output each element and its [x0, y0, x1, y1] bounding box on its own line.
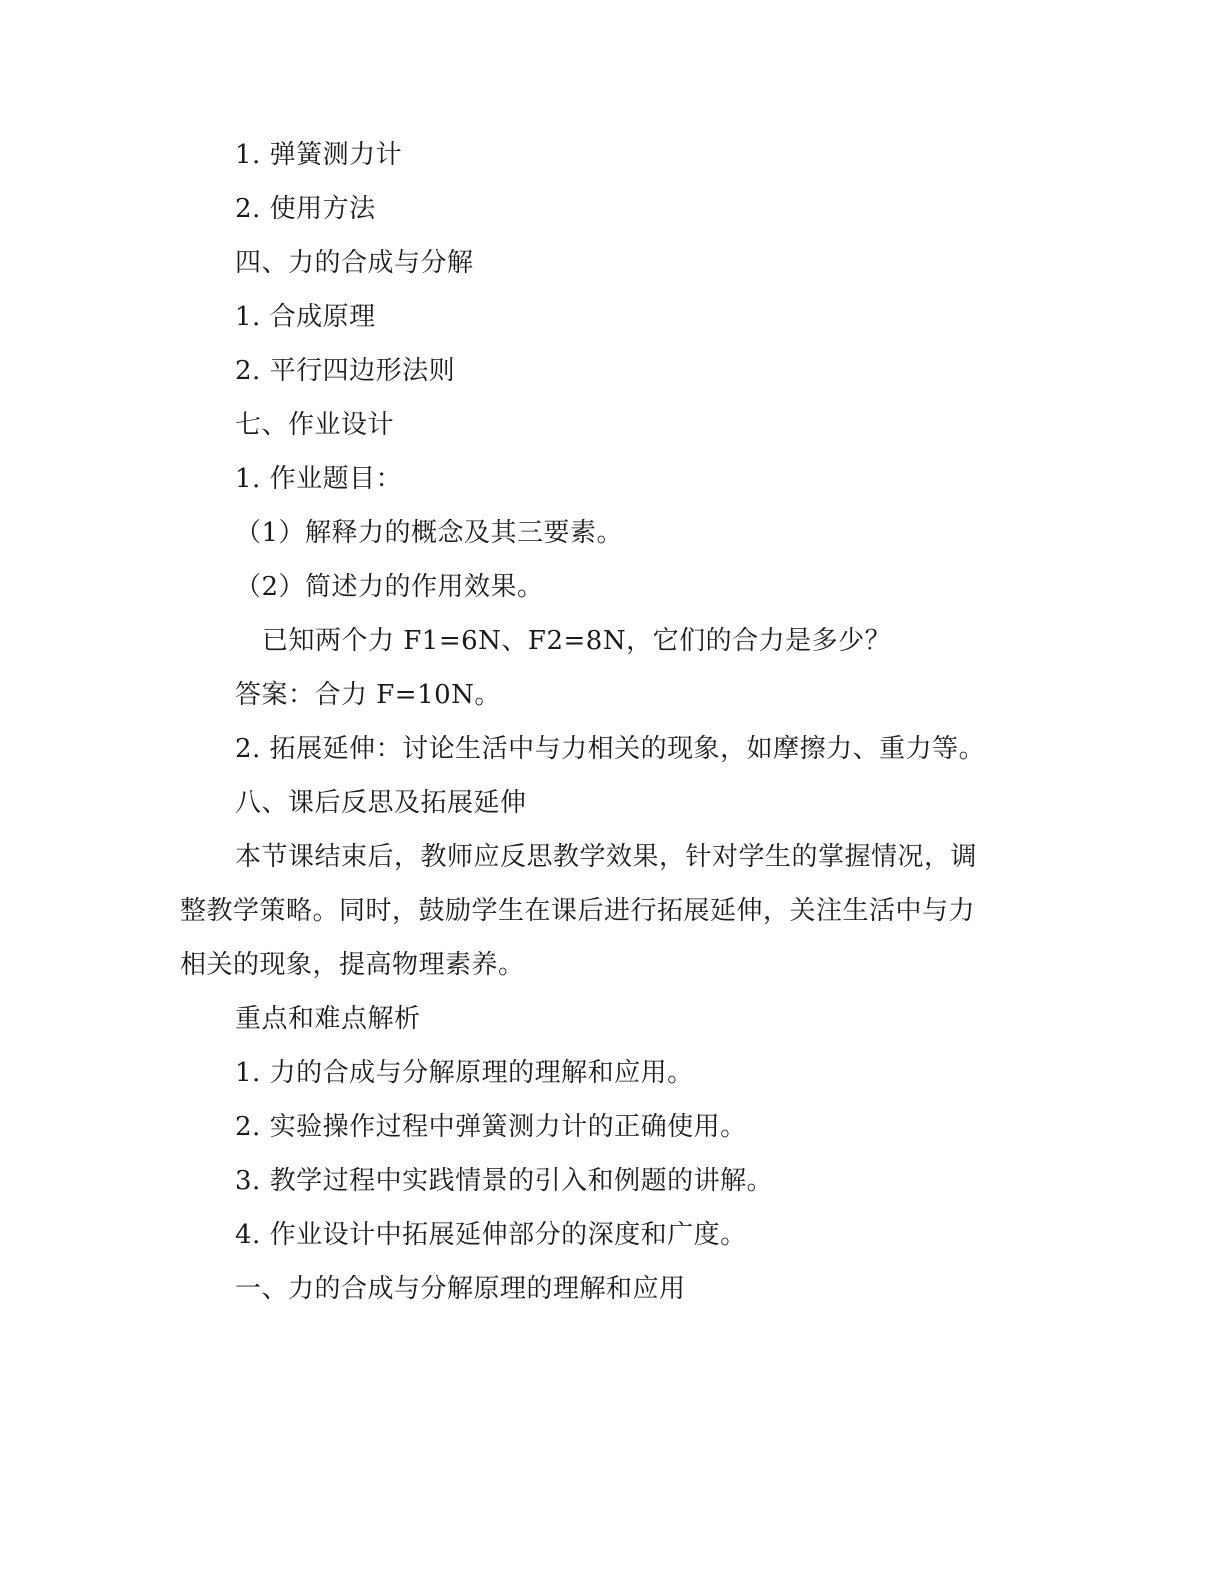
list-item: （2）简述力的作用效果。: [235, 572, 544, 602]
list-item: 2. 使用方法: [235, 194, 376, 224]
list-item: （1）解释力的概念及其三要素。: [235, 518, 624, 548]
list-item: 1. 力的合成与分解原理的理解和应用。: [235, 1058, 694, 1088]
list-item: 2. 平行四边形法则: [235, 356, 456, 386]
paragraph: 已知两个力 F1=6N、F2=8N，它们的合力是多少？: [262, 626, 892, 656]
paragraph-line: 本节课结束后，教师应反思教学效果，针对学生的掌握情况，调: [235, 842, 978, 872]
section-heading: 七、作业设计: [235, 410, 395, 440]
section-heading: 重点和难点解析: [235, 1004, 421, 1034]
paragraph-line: 相关的现象，提高物理素养。: [180, 950, 525, 980]
list-item: 2. 拓展延伸：讨论生活中与力相关的现象，如摩擦力、重力等。: [235, 734, 986, 764]
list-item: 2. 实验操作过程中弹簧测力计的正确使用。: [235, 1112, 747, 1142]
list-item: 1. 合成原理: [235, 302, 376, 332]
list-item: 4. 作业设计中拓展延伸部分的深度和广度。: [235, 1220, 747, 1250]
paragraph-line: 整教学策略。同时，鼓励学生在课后进行拓展延伸，关注生活中与力: [180, 896, 976, 926]
list-item: 1. 作业题目：: [235, 464, 403, 494]
section-heading: 一、力的合成与分解原理的理解和应用: [235, 1274, 686, 1304]
paragraph: 答案：合力 F=10N。: [235, 680, 501, 710]
list-item: 3. 教学过程中实践情景的引入和例题的讲解。: [235, 1166, 774, 1196]
section-heading: 四、力的合成与分解: [235, 248, 474, 278]
list-item: 1. 弹簧测力计: [235, 140, 403, 170]
section-heading: 八、课后反思及拓展延伸: [235, 788, 527, 818]
